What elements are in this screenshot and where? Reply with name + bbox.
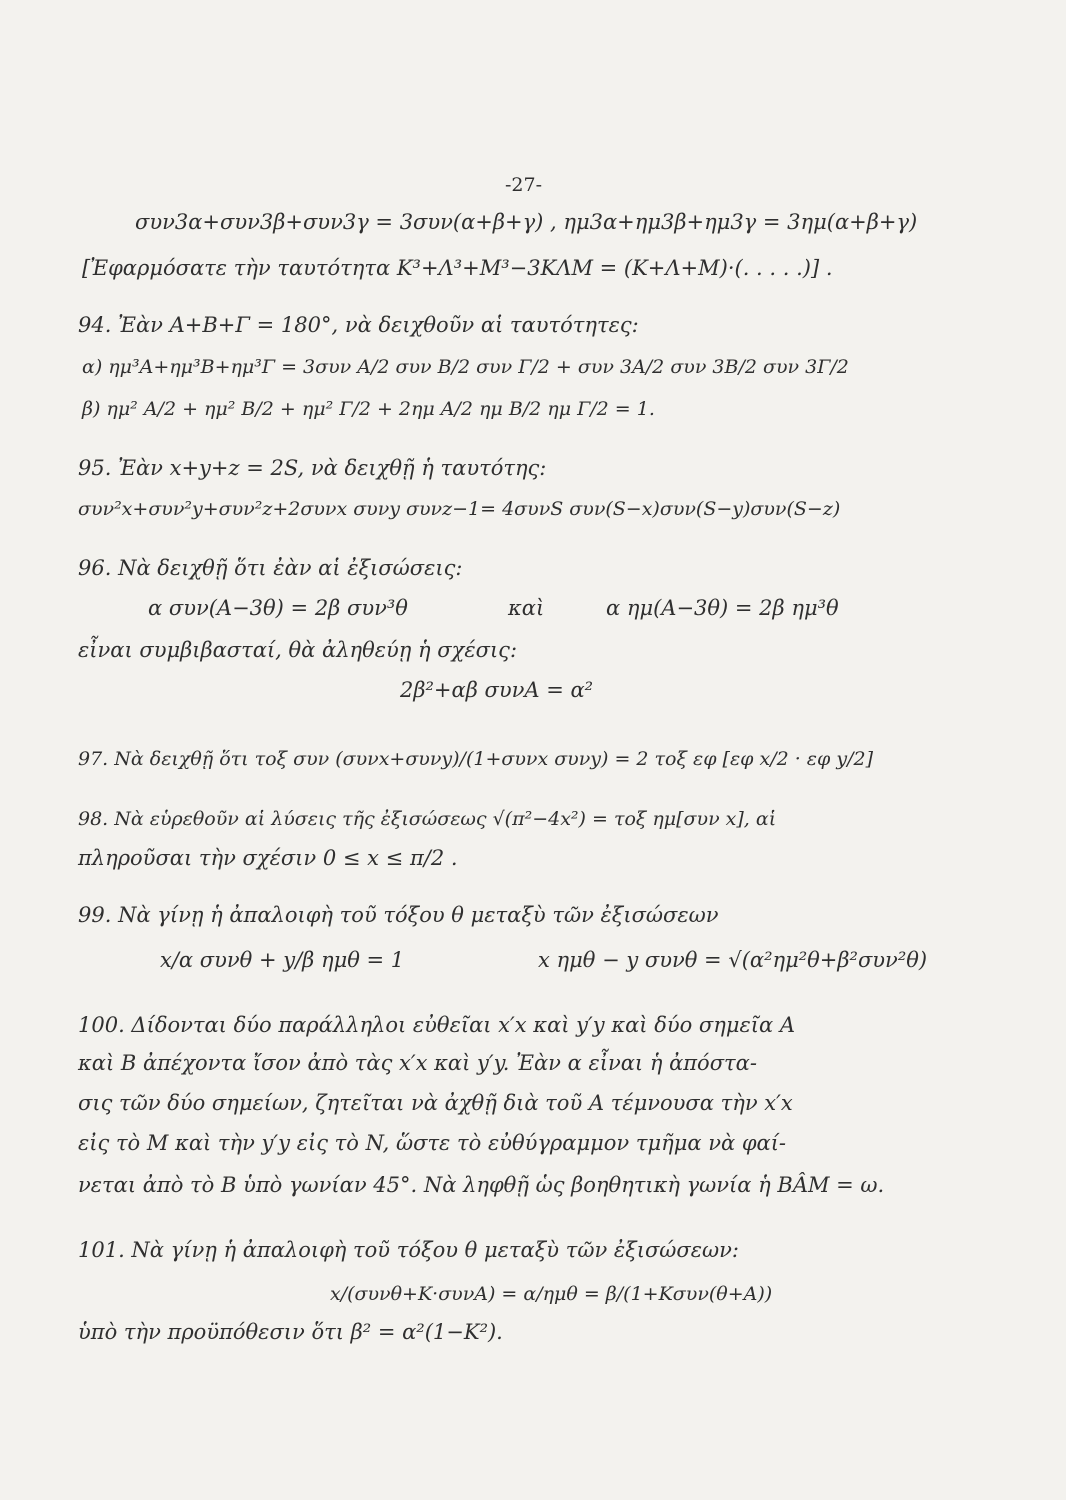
problem-101: 101. Νὰ γίνῃ ἡ ἀπαλοιφὴ τοῦ τόξου θ μεταξὺ τῶν ἐξισώσεων: (78, 1238, 739, 1262)
problem-94-b: β) ημ² A/2 + ημ² B/2 + ημ² Γ/2 + 2ημ A/2 ημ B/2 ημ Γ/2 = 1. (82, 398, 655, 420)
problem-94-a: α) ημ³A+ημ³B+ημ³Γ = 3συν A/2 συν B/2 συν Γ/2 + συν 3A/2 συν 3B/2 συν 3Γ/2 (82, 356, 849, 378)
problem-97: 97. Νὰ δειχθῇ ὅτι τοξ συν (συνx+συνy)/(1+συνx συνy) = 2 τοξ εφ [εφ x/2 · εφ y/2] (78, 748, 873, 770)
problem-98: 98. Νὰ εὑρεθοῦν αἱ λύσεις τῆς ἐξισώσεως √(π²−4x²) = τοξ ημ[συν x], αἱ (78, 808, 777, 830)
problem-100-line-5: νεται ἀπὸ τὸ B ὑπὸ γωνίαν 45°. Νὰ ληφθῇ ὡς βοηθητικὴ γωνία ἡ BÂM = ω. (78, 1173, 885, 1197)
problem-96-eq-left: α συν(A−3θ) = 2β συν³θ (148, 596, 408, 620)
problem-101-condition: ὑπὸ τὴν προϋπόθεσιν ὅτι β² = α²(1−K²). (78, 1320, 503, 1344)
problem-96-condition: εἶναι συμβιβασταί, θὰ ἀληθεύῃ ἡ σχέσις: (78, 638, 518, 662)
problem-95-equation: συν²x+συν²y+συν²z+2συνx συνy συνz−1= 4συνS συν(S−x)συν(S−y)συν(S−z) (78, 498, 841, 520)
problem-101-equation: x/(συνθ+K·συνA) = α/ημθ = β/(1+Kσυν(θ+A)) (330, 1283, 773, 1305)
problem-98-condition: πληροῦσαι τὴν σχέσιν 0 ≤ x ≤ π/2 . (78, 846, 458, 870)
problem-100-line-2: καὶ B ἀπέχοντα ἴσον ἀπὸ τὰς x′x καὶ y′y. Ἐὰν α εἶναι ἡ ἀπόστα- (78, 1051, 757, 1075)
problem-100-line-3: σις τῶν δύο σημείων, ζητεῖται νὰ ἀχθῇ διὰ τοῦ A τέμνουσα τὴν x′x (78, 1091, 793, 1115)
problem-96-eq-and: καὶ (508, 596, 545, 620)
problem-99-eq-left: x/α συνθ + y/β ημθ = 1 (160, 948, 405, 972)
problem-96: 96. Νὰ δειχθῇ ὅτι ἐὰν αἱ ἐξισώσεις: (78, 556, 463, 580)
problem-100-line-1: 100. Δίδονται δύο παράλληλοι εὐθεῖαι x′x καὶ y′y καὶ δύο σημεῖα A (78, 1013, 796, 1037)
problem-99: 99. Νὰ γίνῃ ἡ ἀπαλοιφὴ τοῦ τόξου θ μεταξὺ τῶν ἐξισώσεων (78, 903, 719, 927)
problem-96-relation: 2β²+αβ συνA = α² (400, 678, 594, 702)
problem-99-eq-right: x ημθ − y συνθ = √(α²ημ²θ+β²συν²θ) (538, 948, 928, 972)
page-number: -27- (505, 174, 543, 196)
hint-line: [Ἐφαρμόσατε τὴν ταυτότητα K³+Λ³+M³−3KΛM = (K+Λ+M)·(. . . . .)] . (82, 256, 833, 280)
problem-96-eq-right: α ημ(A−3θ) = 2β ημ³θ (606, 596, 839, 620)
problem-94: 94. Ἐὰν A+B+Γ = 180°, νὰ δειχθοῦν αἱ ταυτότητες: (78, 313, 639, 337)
identity-line: συν3α+συν3β+συν3γ = 3συν(α+β+γ) , ημ3α+ημ3β+ημ3γ = 3ημ(α+β+γ) (135, 210, 918, 234)
problem-100-line-4: εἰς τὸ M καὶ τὴν y′y εἰς τὸ N, ὥστε τὸ εὐθύγραμμον τμῆμα νὰ φαί- (78, 1131, 787, 1155)
problem-95: 95. Ἐὰν x+y+z = 2S, νὰ δειχθῇ ἡ ταυτότης: (78, 456, 547, 480)
